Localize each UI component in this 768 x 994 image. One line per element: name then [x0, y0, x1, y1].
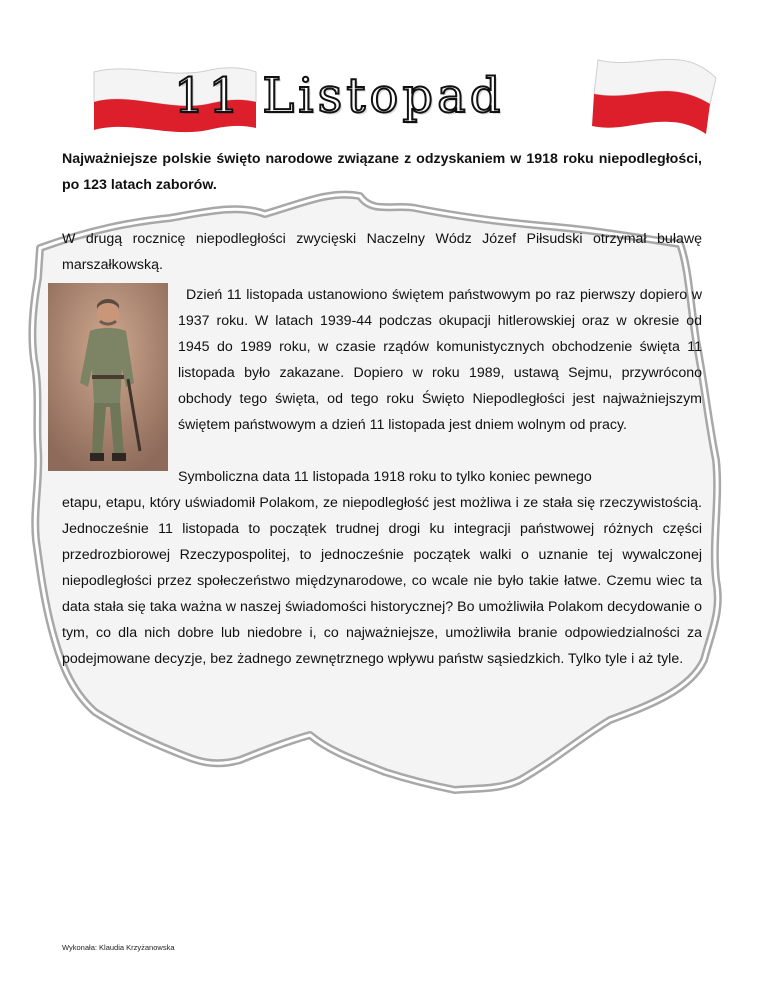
pilsudski-portrait-image — [48, 283, 168, 471]
header-banner — [70, 48, 710, 148]
paragraph-3: etapu, etapu, który uświadomił Polakom, ze niepodległość jest możliwa i ze stała się rzeczywistością. Jednocześnie 11 listopada to początek trudnej drogi ku integracji państwowej różnych części przedrozbiorowej Rzeczypospolitej, to jednocześnie początek walki o uznanie tej wywalczonej niepodległości przez społeczeństwo międzynarodowe, co wcale nie było takie łatwe. Czemu wiec ta data stała się taka ważna w naszej świadomości historycznej? Bo umożliwiła Polakom decydowanie o tym, co dla nich dobre lub niedobre i, co najważniejsze, umożliwiła branie odpowiedzialności za podejmowane decyzje, bez żadnego zewnętrznego wpływu państw sąsiedzkich. Tylko tyle i aż tyle. — [62, 495, 702, 667]
page-title: 11 Listopad — [174, 68, 505, 124]
author-footer: Wykonała: Klaudia Krzyżanowska — [62, 943, 175, 952]
intro-paragraph: Najważniejsze polskie święto narodowe związane z odzyskaniem w 1918 roku niepodległości, po 123 latach zaborów. — [62, 151, 702, 193]
paragraph-3-first-line: Symboliczna data 11 listopada 1918 roku to tylko koniec pewnego — [178, 469, 592, 485]
paragraph-2: Dzień 11 listopada ustanowiono świętem państwowym po raz pierwszy dopiero w 1937 roku. W latach 1939-44 podczas okupacji hitlerowskiej oraz w okresie od 1945 do 1989 roku, w czasie rządów komunistycznych obchodzenie święta 11 listopada było zakazane. Dopiero w roku 1989, ustawą Sejmu, przywrócono obchody tego święta, od tego roku Święto Niepodległości jest najważniejszym świętem państwowym a dzień 11 listopada jest dniem wolnym od pracy. — [178, 287, 702, 433]
paragraph-1: W drugą rocznicę niepodległości zwycięski Naczelny Wódz Józef Piłsudski otrzymał buławę marszałkowską. — [62, 231, 702, 273]
